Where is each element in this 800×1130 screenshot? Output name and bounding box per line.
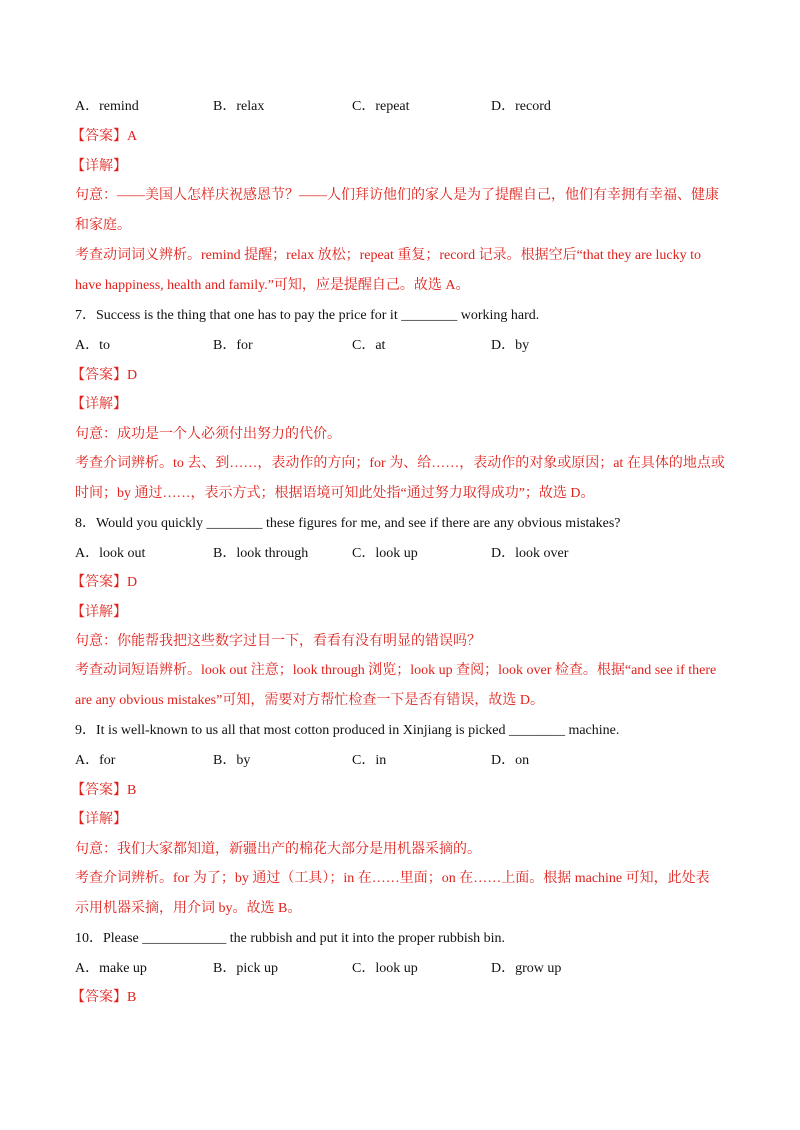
option-c: C．in <box>352 753 387 768</box>
q8-question: 8．Would you quickly ________ these figures for me, and see if there are any obvious mistakes? <box>75 516 621 531</box>
q9-answer: 【答案】B <box>71 783 137 798</box>
option-d: D．look over <box>491 546 569 561</box>
q7-answer: 【答案】D <box>71 368 138 383</box>
option-d: D．grow up <box>491 961 562 976</box>
option-b: B．relax <box>213 99 265 114</box>
q7-detail-label: 【详解】 <box>71 397 127 412</box>
q8-meaning: 句意：你能帮我把这些数字过目一下，看看有没有明显的错误吗？ <box>75 634 481 649</box>
option-c: C．look up <box>352 961 418 976</box>
option-a: A．to <box>75 338 110 353</box>
q7-analysis-line1: 考查介词辨析。to 去、到……，表动作的方向；for 为、给……，表动作的对象或原因；at 在具体的地点或 <box>75 456 725 471</box>
option-a: A．look out <box>75 546 146 561</box>
q6-analysis-line2: have happiness, health and family.”可知，应是提醒自己。故选 A。 <box>75 278 470 293</box>
q7-question: 7．Success is the thing that one has to pay the price for it ________ working hard. <box>75 308 540 323</box>
q8-analysis-line2: are any obvious mistakes”可知，需要对方帮忙检查一下是否有错误，故选 D。 <box>75 693 544 708</box>
q8-detail-label: 【详解】 <box>71 605 127 620</box>
q8-answer: 【答案】D <box>71 575 138 590</box>
option-c: C．look up <box>352 546 418 561</box>
option-b: B．pick up <box>213 961 278 976</box>
q9-question: 9．It is well-known to us all that most cotton produced in Xinjiang is picked ________ machine. <box>75 723 620 738</box>
option-d: D．by <box>491 338 530 353</box>
q9-analysis-line2: 示用机器采摘，用介词 by。故选 B。 <box>75 901 302 916</box>
option-c: C．at <box>352 338 386 353</box>
q9-detail-label: 【详解】 <box>71 812 127 827</box>
option-b: B．for <box>213 338 253 353</box>
q10-answer: 【答案】B <box>71 990 137 1005</box>
q9-analysis-line1: 考查介词辨析。for 为了；by 通过（工具）；in 在……里面；on 在……上面。根据 machine 可知，此处表 <box>75 871 710 886</box>
option-d: D．record <box>491 99 551 114</box>
option-b: B．by <box>213 753 251 768</box>
option-a: A．remind <box>75 99 139 114</box>
q6-detail-label: 【详解】 <box>71 159 127 174</box>
q6-analysis-line1: 考查动词词义辨析。remind 提醒；relax 放松；repeat 重复；record 记录。根据空后“that they are lucky to <box>75 248 701 263</box>
option-a: A．make up <box>75 961 147 976</box>
q6-meaning-cont: 和家庭。 <box>75 218 131 233</box>
q10-question: 10．Please ____________ the rubbish and put it into the proper rubbish bin. <box>75 931 506 946</box>
q8-analysis-line1: 考查动词短语辨析。look out 注意；look through 浏览；look up 查阅；look over 检查。根据“and see if there <box>75 663 717 678</box>
option-a: A．for <box>75 753 116 768</box>
option-d: D．on <box>491 753 530 768</box>
q7-analysis-line2: 时间；by 通过……，表示方式；根据语境可知此处指“通过努力取得成功”；故选 D。 <box>75 486 595 501</box>
option-b: B．look through <box>213 546 309 561</box>
q6-answer: 【答案】A <box>71 129 138 144</box>
option-c: C．repeat <box>352 99 410 114</box>
q9-meaning: 句意：我们大家都知道，新疆出产的棉花大部分是用机器采摘的。 <box>75 842 481 857</box>
q7-meaning: 句意：成功是一个人必须付出努力的代价。 <box>75 427 341 442</box>
q6-meaning: 句意：——美国人怎样庆祝感恩节？——人们拜访他们的家人是为了提醒自己，他们有幸拥有幸福、健康 <box>75 188 719 203</box>
